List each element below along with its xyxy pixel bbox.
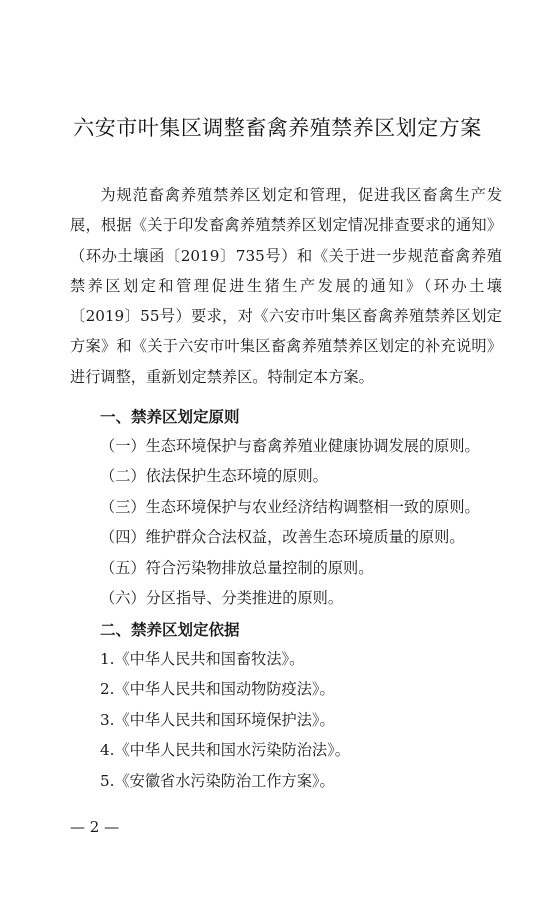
basis-item: 4.《中华人民共和国水污染防治法》。 xyxy=(100,741,350,759)
basis-item: 1.《中华人民共和国畜牧法》。 xyxy=(100,650,305,668)
page-title: 六安市叶集区调整畜禽养殖禁养区划定方案 xyxy=(73,116,482,140)
section2-heading: 二、禁养区划定依据 xyxy=(100,621,240,639)
principle-item: （六）分区指导、分类推进的原则。 xyxy=(100,589,343,607)
principle-item: （五）符合污染物排放总量控制的原则。 xyxy=(100,559,374,577)
basis-item: 5.《安徽省水污染防治工作方案》。 xyxy=(100,772,335,790)
section1-heading: 一、禁养区划定原则 xyxy=(100,408,240,426)
principle-item: （三）生态环境保护与农业经济结构调整相一致的原则。 xyxy=(100,498,480,516)
page-number: — 2 — xyxy=(70,818,120,836)
basis-item: 3.《中华人民共和国环境保护法》。 xyxy=(100,711,335,729)
intro-paragraph: 为规范畜禽养殖禁养区划定和管理，促进我区畜禽生产发展，根据《关于印发畜禽养殖禁养区划定情况排查要求的通知》（环办土壤函〔2019〕735号）和《关于进一步规范畜禽养殖禁养区划定和管理促进生猪生产发展的通知》（环办土壤〔2019〕55号）要求，对《六安市叶集区畜禽养殖禁养区划定方案》和《关于六安市叶集区畜禽养殖禁养区划定的补充说明》进行调整，重新划定禁养区。特制定本方案。 xyxy=(70,186,502,386)
principle-item: （一）生态环境保护与畜禽养殖业健康协调发展的原则。 xyxy=(100,437,480,455)
principle-item: （二）依法保护生态环境的原则。 xyxy=(100,467,328,485)
principle-item: （四）维护群众合法权益，改善生态环境质量的原则。 xyxy=(100,528,465,546)
basis-item: 2.《中华人民共和国动物防疫法》。 xyxy=(100,680,335,698)
